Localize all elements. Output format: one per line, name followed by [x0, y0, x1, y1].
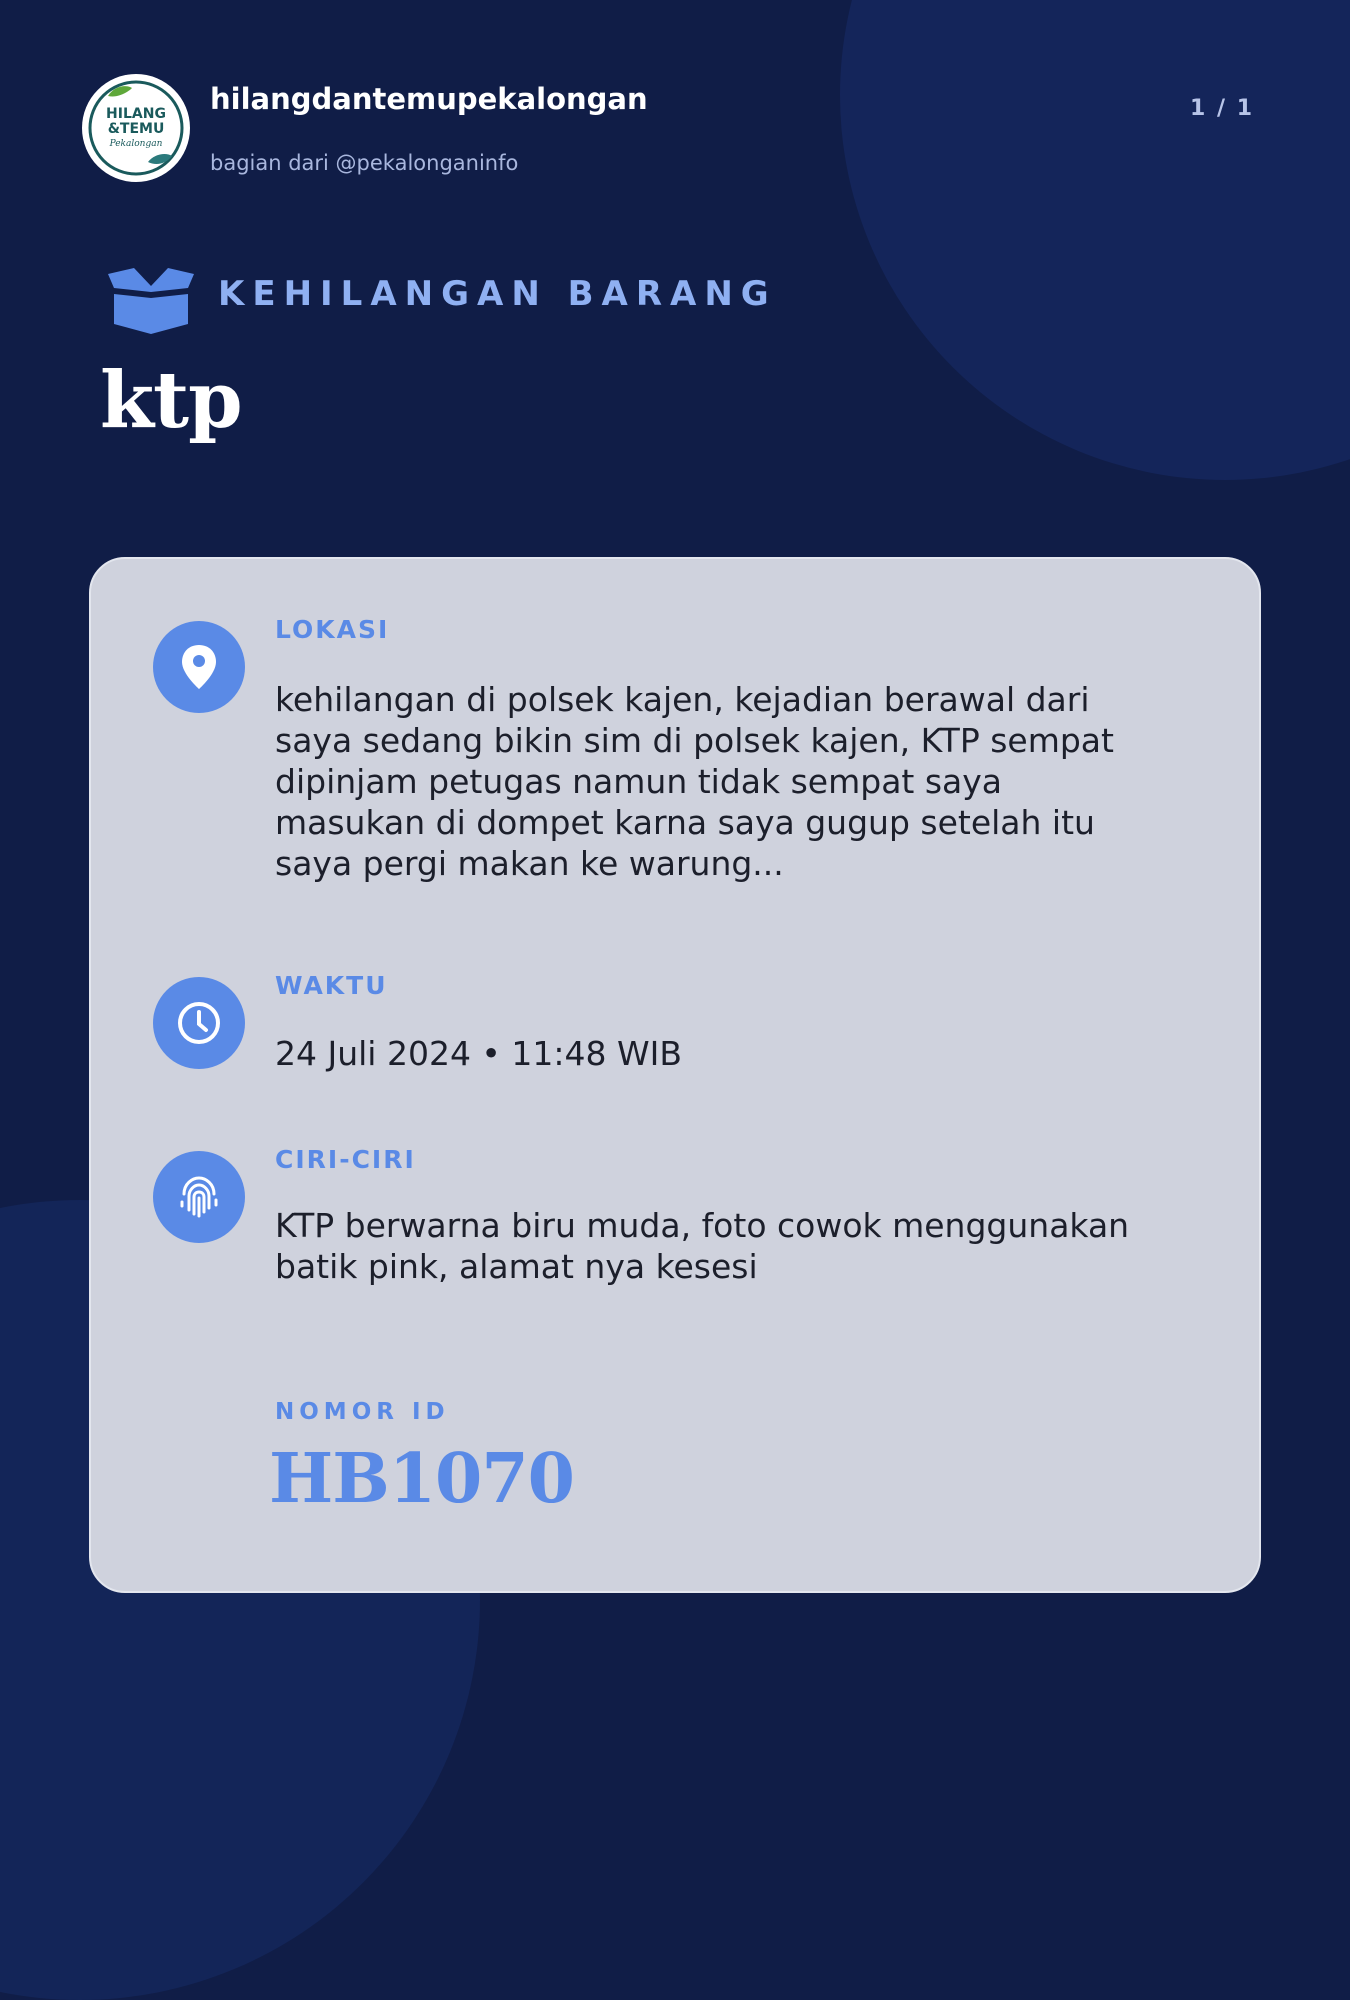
logo-line-1: HILANG [106, 106, 166, 122]
hilang-temu-logo [86, 78, 186, 178]
account-subtitle: bagian dari @pekalonganinfo [210, 151, 519, 175]
id-label: NOMOR ID [275, 1399, 450, 1425]
clock-icon [153, 977, 245, 1069]
time-label: WAKTU [275, 971, 388, 1000]
location-label: LOKASI [275, 615, 390, 644]
decorative-circle-top [840, 0, 1350, 480]
id-value: HB1070 [269, 1439, 574, 1519]
logo-line-3: Pekalongan [109, 139, 163, 149]
logo-line-2: &TEMU [107, 121, 165, 137]
avatar[interactable] [82, 74, 190, 182]
item-title: ktp [100, 355, 242, 446]
fingerprint-icon [153, 1151, 245, 1243]
page-indicator: 1 / 1 [1190, 96, 1254, 121]
map-pin-icon [153, 621, 245, 713]
box-icon [104, 266, 198, 340]
account-username[interactable]: hilangdantemupekalongan [210, 82, 648, 116]
features-label: CIRI-CIRI [275, 1145, 416, 1174]
location-text: kehilangan di polsek kajen, kejadian berawal dari saya sedang bikin sim di polsek kajen, KTP sempat dipinjam petugas namun tidak sempat saya masukan di dompet karna saya gugup setelah itu saya pergi makan ke warung... [275, 680, 1114, 883]
features-text: KTP berwarna biru muda, foto cowok menggunakan batik pink, alamat nya kesesi [275, 1206, 1130, 1286]
time-text: 24 Juli 2024 • 11:48 WIB [275, 1034, 682, 1073]
details-card [89, 557, 1261, 1593]
category-label: KEHILANGAN BARANG [218, 274, 777, 314]
